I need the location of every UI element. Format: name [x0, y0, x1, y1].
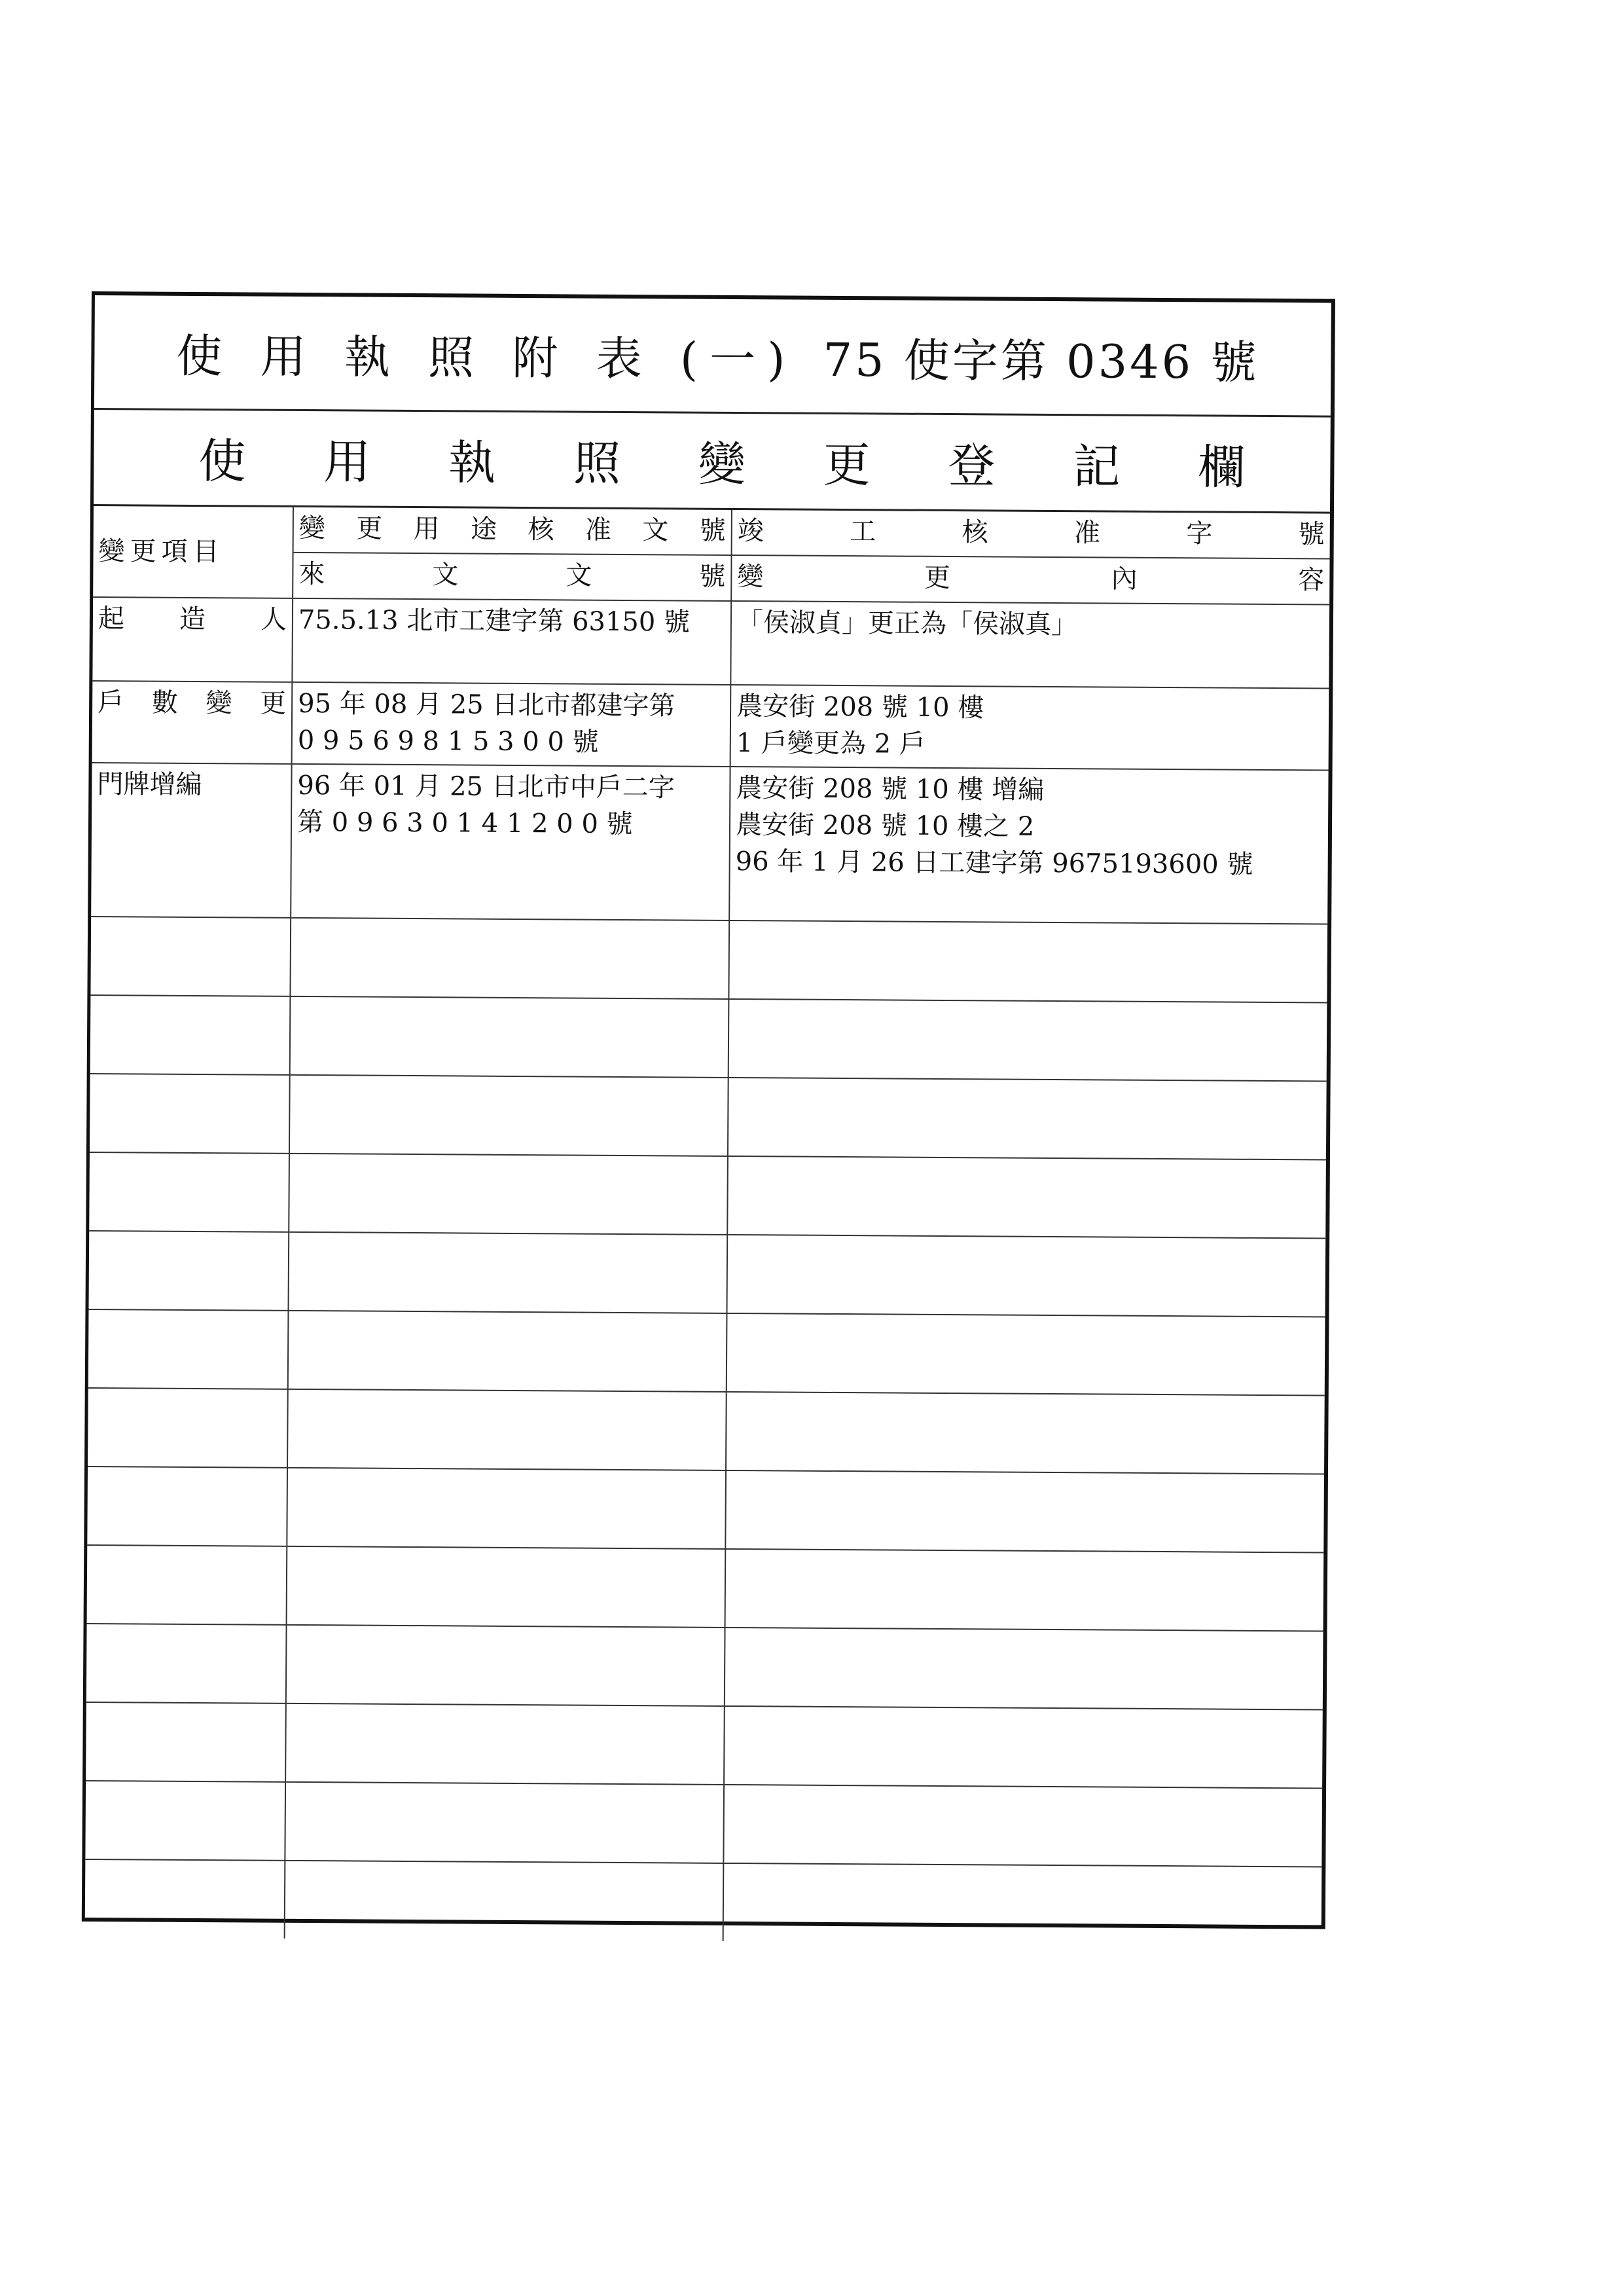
blank-cell — [285, 1704, 725, 1785]
table-row — [92, 681, 1329, 771]
header-char: 變 — [737, 562, 764, 592]
blank-cell — [90, 995, 291, 1075]
change-item-cell — [92, 681, 293, 764]
subtitle-char: 更 — [823, 437, 871, 492]
permit-number: 75 使字第 0346 號 — [823, 333, 1259, 390]
header-char: 准 — [1073, 518, 1101, 549]
title-main: 使 用 執 照 附 表 (一) — [176, 329, 797, 387]
blank-cell — [286, 1625, 725, 1706]
change-content-cell — [729, 767, 1328, 924]
table-row — [92, 597, 1329, 689]
blank-cell — [89, 1152, 289, 1232]
blank-cell — [728, 920, 1327, 1003]
blank-cell — [88, 1309, 289, 1389]
header-char: 核 — [962, 517, 988, 548]
blank-cell — [728, 999, 1327, 1082]
subtitle-char: 執 — [448, 434, 496, 490]
blank-cell — [85, 1781, 285, 1861]
blank-cell — [727, 1313, 1325, 1396]
change-content-line: 農安街 208 號 10 樓 — [736, 691, 984, 723]
header-char: 內 — [1111, 564, 1138, 594]
blank-cell — [90, 917, 291, 996]
header-char: 變 — [298, 513, 325, 544]
header-char: 准 — [584, 515, 612, 545]
page-title — [176, 319, 1259, 392]
document-number-line: 95 年 08 月 25 日北市都建字第 — [298, 688, 675, 721]
blank-cell — [288, 1232, 727, 1313]
blank-row — [86, 1702, 1323, 1789]
change-content-line: 農安街 208 號 10 樓 增編 — [736, 773, 1045, 805]
header-char: 號 — [699, 515, 726, 546]
blank-cell — [723, 1785, 1322, 1867]
subtitle-char: 欄 — [1198, 439, 1246, 495]
header-char: 文 — [432, 560, 459, 591]
blank-cell — [87, 1545, 287, 1625]
header-approval-doc-no — [293, 507, 732, 555]
document-number-line: 第 0 9 6 3 0 1 4 1 2 0 0 號 — [297, 807, 633, 840]
change-content-cell — [730, 601, 1329, 689]
blank-cell — [287, 1468, 726, 1549]
blank-cell — [90, 1074, 290, 1154]
header-char: 文 — [642, 515, 669, 546]
change-content-line: 「侯淑貞」更正為「侯淑真」 — [736, 608, 1078, 640]
blank-row — [88, 1388, 1325, 1474]
blank-cell — [726, 1392, 1325, 1474]
change-registration-heading — [94, 408, 1331, 514]
blank-row — [90, 995, 1327, 1082]
header-char: 號 — [699, 561, 726, 592]
blank-cell — [725, 1628, 1323, 1710]
blank-cell — [86, 1624, 287, 1704]
blank-cell — [285, 1782, 724, 1863]
blank-row — [90, 1074, 1327, 1160]
blank-cell — [727, 1156, 1326, 1239]
subtitle-char: 照 — [573, 435, 621, 491]
blank-row — [89, 1152, 1326, 1239]
document-number-line: 75.5.13 北市工建字第 63150 號 — [298, 604, 691, 638]
header-char: 用 — [413, 514, 440, 545]
subtitle-char: 登 — [948, 437, 996, 493]
blank-cell — [725, 1470, 1324, 1553]
change-item-char: 起 — [98, 604, 125, 634]
change-content-line: 1 戶變更為 2 戶 — [736, 728, 926, 759]
blank-cell — [285, 1861, 724, 1941]
change-item-cell — [91, 763, 291, 918]
change-item-char: 更 — [259, 688, 287, 719]
blank-cell — [289, 1154, 728, 1235]
permit-form-frame — [82, 291, 1335, 1929]
header-char: 核 — [528, 515, 554, 545]
blank-row — [86, 1624, 1323, 1710]
subtitle-char: 使 — [198, 433, 246, 488]
document-number-cell — [291, 764, 730, 920]
subtitle-char: 用 — [323, 433, 371, 490]
change-content-line: 96 年 1 月 26 日工建字第 9675193600 號 — [735, 847, 1253, 880]
blank-cell — [290, 996, 729, 1078]
header-char: 容 — [1298, 565, 1325, 596]
blank-cell — [727, 1235, 1325, 1317]
blank-cell — [86, 1702, 286, 1782]
change-registration-table — [85, 506, 1330, 1944]
change-item-char: 人 — [260, 604, 287, 635]
blank-cell — [728, 1078, 1327, 1160]
blank-cell — [89, 1231, 289, 1311]
blank-cell — [290, 918, 729, 999]
header-char: 文 — [566, 560, 592, 591]
subtitle-char: 記 — [1073, 438, 1121, 494]
header-completion-approval-no — [732, 510, 1330, 559]
blank-cell — [289, 1075, 728, 1156]
document-number-cell — [292, 598, 731, 685]
blank-cell — [87, 1467, 287, 1546]
blank-cell — [287, 1546, 726, 1628]
header-char: 更 — [924, 562, 951, 594]
change-item-char: 變 — [206, 688, 232, 719]
blank-row — [87, 1467, 1324, 1553]
blank-row — [85, 1859, 1322, 1945]
change-item-char: 戶 — [98, 687, 124, 718]
blank-row — [90, 917, 1327, 1003]
header-incoming-doc-no — [293, 553, 731, 601]
blank-cell — [723, 1863, 1322, 1945]
header-char: 更 — [356, 513, 383, 544]
blank-row — [88, 1309, 1325, 1396]
header-char: 工 — [850, 517, 876, 547]
change-item-char: 數 — [151, 687, 178, 718]
blank-row — [89, 1231, 1326, 1317]
blank-cell — [725, 1549, 1324, 1631]
header-change-item: 變更項目 — [93, 506, 293, 598]
blank-cell — [288, 1311, 727, 1392]
blank-row — [85, 1781, 1322, 1867]
header-char: 字 — [1186, 519, 1213, 549]
subtitle-char: 變 — [698, 436, 746, 492]
header-char: 途 — [470, 514, 497, 545]
blank-cell — [287, 1389, 727, 1470]
blank-cell — [85, 1859, 285, 1939]
blank-row — [87, 1545, 1324, 1631]
change-item-char: 門牌增編 — [97, 769, 202, 801]
table-row — [91, 763, 1328, 924]
blank-cell — [88, 1388, 288, 1468]
change-item-cell — [92, 597, 293, 682]
header-row-top — [94, 506, 1330, 559]
change-item-char: 造 — [179, 604, 206, 635]
title-row — [94, 295, 1331, 418]
change-content-cell — [730, 685, 1329, 771]
header-char: 號 — [1298, 519, 1325, 550]
header-char: 竣 — [737, 516, 764, 547]
change-content-line: 農安街 208 號 10 樓之 2 — [735, 810, 1035, 842]
document-number-line: 96 年 01 月 25 日北市中戶二字 — [297, 770, 675, 803]
blank-cell — [724, 1706, 1323, 1789]
document-number-line: 0 9 5 6 9 8 1 5 3 0 0 號 — [297, 725, 599, 757]
header-change-content — [731, 555, 1329, 605]
document-number-cell — [292, 682, 731, 767]
header-char: 來 — [298, 558, 325, 590]
